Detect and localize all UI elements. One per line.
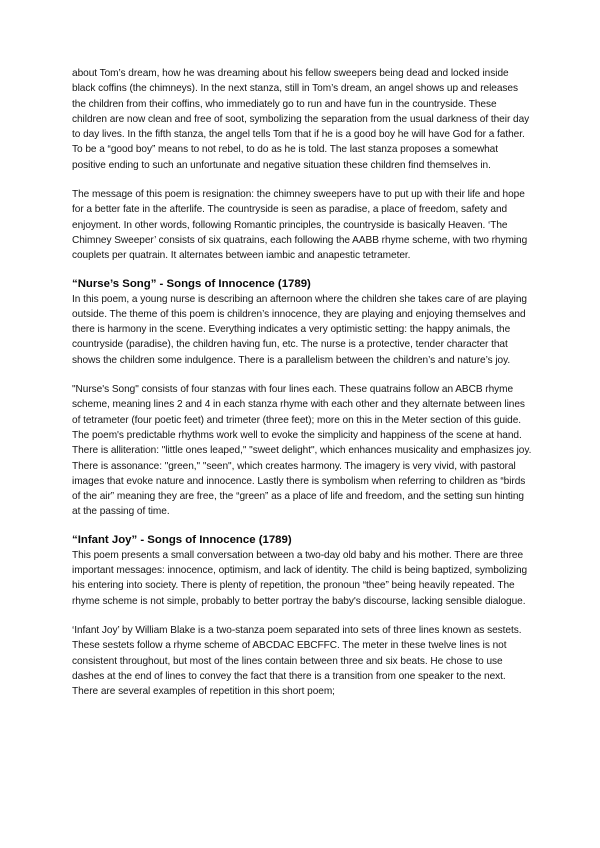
paragraph-nurses-song-analysis: "Nurse's Song" consists of four stanzas with four lines each. These quatrains follow an ABCB rhyme scheme, meaning lines 2 and 4 in each stanza rhyme with each other and they alternate between lines of tetrameter (four poetic feet) and trimeter (three feet); more on this in the Meter section of this guide. The poem's predictable rhythms work well to evoke the simplicity and happiness of the scene at hand. There is alliteration: "little ones leaped," "sweet delight", which enhances musicality and emphasizes joy. There is assonance: "green," "seen", which creates harmony. The imagery is very vivid, with pastoral images that evoke nature and innocence. Lastly there is symbolism when referring to children as “birds of the air” meaning they are free, the “green” as a place of life and freedom, and the setting sun hinting at the passing of time. [72,384,532,518]
page-content [72,66,532,699]
paragraph-chimney-sweeper-message: The message of this poem is resignation: the chimney sweepers have to put up with their life and hope for a better fate in the afterlife. The countryside is seen as paradise, a place of freedom, safety and enjoyment. In other words, following Romantic principles, the countryside is basically Heaven. ‘The Chimney Sweeper’ consists of six quatrains, each following the AABB rhyme scheme, with two rhyming couplets per quatrain. It alternates between iambic and anapestic tetrameter. [72,189,528,262]
paragraph-infant-joy-summary: This poem presents a small conversation between a two-day old baby and his mother. There are three important messages: innocence, optimism, and lack of identity. The child is being baptized, symbolizing his entering into society. There is plenty of repetition, the pronoun “thee” being heavily repeated. The rhyme scheme is not simple, probably to better portray the baby's discourse, lacking sensible dialogue. [72,549,528,607]
heading-nurses-song: “Nurse’s Song” - Songs of Innocence (1789) [72,277,311,290]
paragraph-chimney-sweeper-summary: about Tom’s dream, how he was dreaming about his fellow sweepers being dead and locked inside black coffins (the chimneys). In the next stanza, still in Tom’s dream, an angel shows up and releases the children from their coffins, who immediately go to run and have fun in the countryside. These children are now clean and free of soot, symbolizing the separation from the usual darkness of their day to day lives. In the fifth stanza, the angel tells Tom that if he is a good boy he will have God for a father. To be a “good boy” means to not rebel, to do as he is told. The last stanza proposes a somewhat positive ending to such an unfortunate and negative situation these children find themselves in. [72,68,530,171]
heading-infant-joy: “Infant Joy” - Songs of Innocence (1789) [72,533,292,546]
paragraph-nurses-song-summary: In this poem, a young nurse is describing an afternoon where the children she takes care of are playing outside. The theme of this poem is children’s innocence, they are playing and enjoying themselves and there is harmony in the scene. Everything indicates a very optimistic setting: the happy animals, the countryside (paradise), the children having fun, etc. The nurse is a protective, tender character that shows the children some indulgence. There is a parallelism between the children’s and nature’s joy. [72,293,527,366]
paragraph-infant-joy-analysis: ‘Infant Joy’ by William Blake is a two-stanza poem separated into sets of three lines known as sestets. These sestets follow a rhyme scheme of ABCDAC EBCFFC. The meter in these twelve lines is not consistent throughout, but most of the lines contain between three and six beats. He chose to use dashes at the end of lines to convey the fact that there is a transition from one speaker to the next. There are several examples of repetition in this short poem; [72,624,522,698]
